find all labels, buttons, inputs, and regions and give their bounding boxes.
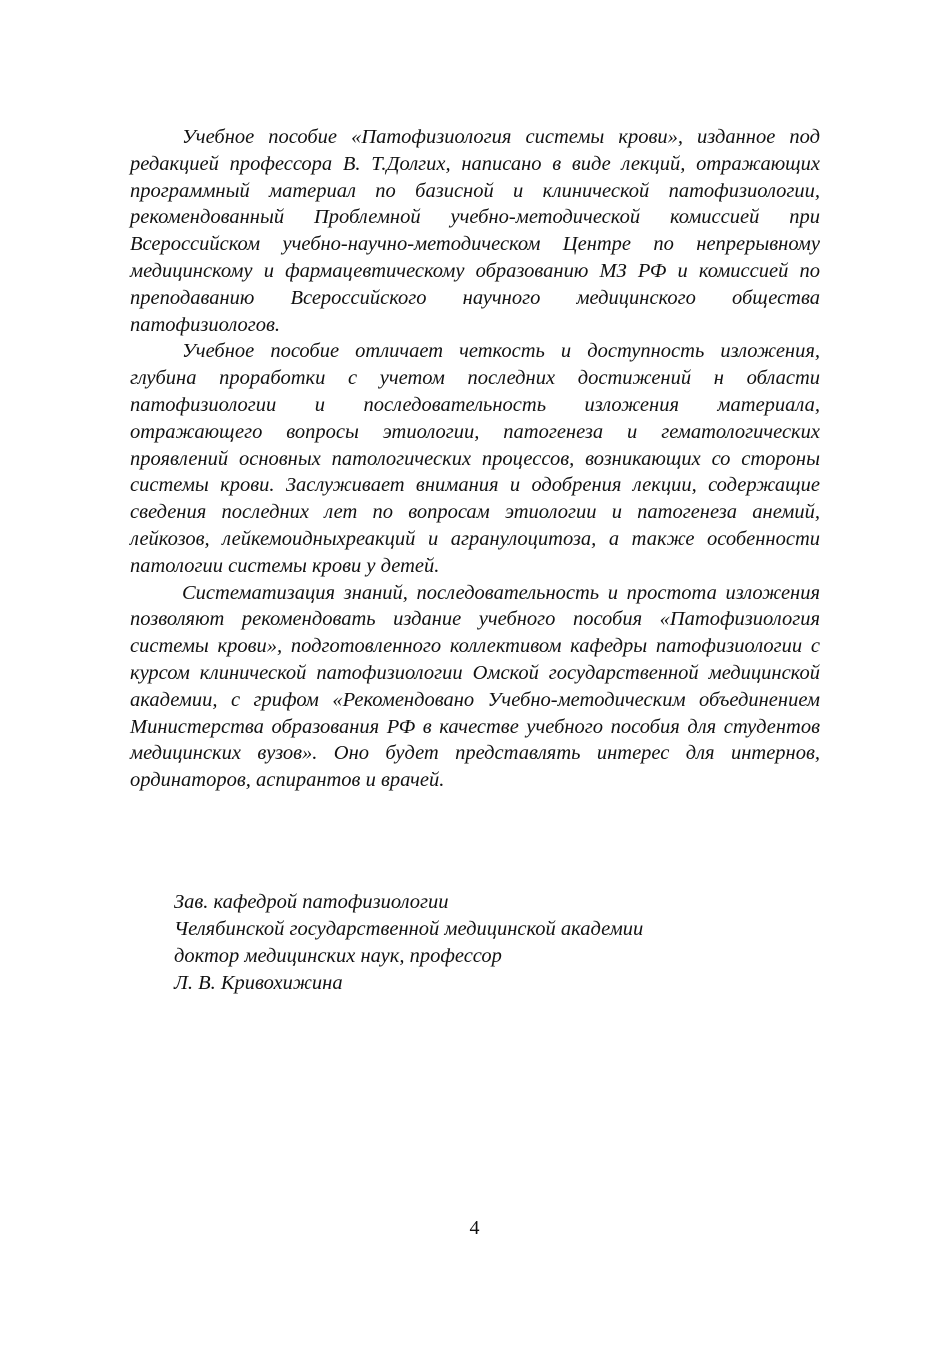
page-number: 4 [469,1217,480,1239]
signature-position: Зав. кафедрой патофизиологии [174,891,449,913]
review-text [130,124,820,794]
signature-institution: Челябинской государственной медицинской академии [174,918,644,940]
paragraph-1: Учебное пособие «Патофизиология системы крови», изданное под редакцией профессора В. Т.Долгих, написано в виде лекций, отражающих программный материал по базисной и клинической патофизиологии, рекомендованный Проблемной учебно-методической комиссией при Всероссийском учебно-научно-методическом Центре по непрерывному медицинскому и фармацевтическому образованию МЗ РФ и комиссией по преподаванию Всероссийского научного медицинского общества патофизиологов. [130,126,820,336]
paragraph-2: Учебное пособие отличает четкость и доступность изложения, глубина проработки с учетом последних достижений н области патофизиологии и последовательность изложения материала, отражающего вопросы этиологии, патогенеза и гематологических проявлений основных патологических процессов, возникающих со стороны системы крови. Заслуживает внимания и одобрения лекции, содержащие сведения последних лет по вопросам этиологии и патогенеза анемий, лейкозов, лейкемоидныхреакций и агранулоцитоза, а также особенности патологии системы крови у детей. [130,340,820,577]
paragraph-3: Систематизация знаний, последовательность и простота изложения позволяют рекомендовать издание учебного пособия «Патофизиология системы крови», подготовленного коллективом кафедры патофизиологии с курсом клинической патофизиологии Омской государственной медицинской академии, с грифом «Рекомендовано Учебно-методическим объединением Министерства образования РФ в качестве учебного пособия для студентов медицинских вузов». Оно будет представлять интерес для интернов, ординаторов, аспирантов и врачей. [130,581,820,792]
signature-degree: доктор медицинских наук, профессор [174,945,502,967]
signature-name: Л. В. Кривохижина [174,972,343,994]
signature-block [174,889,794,997]
